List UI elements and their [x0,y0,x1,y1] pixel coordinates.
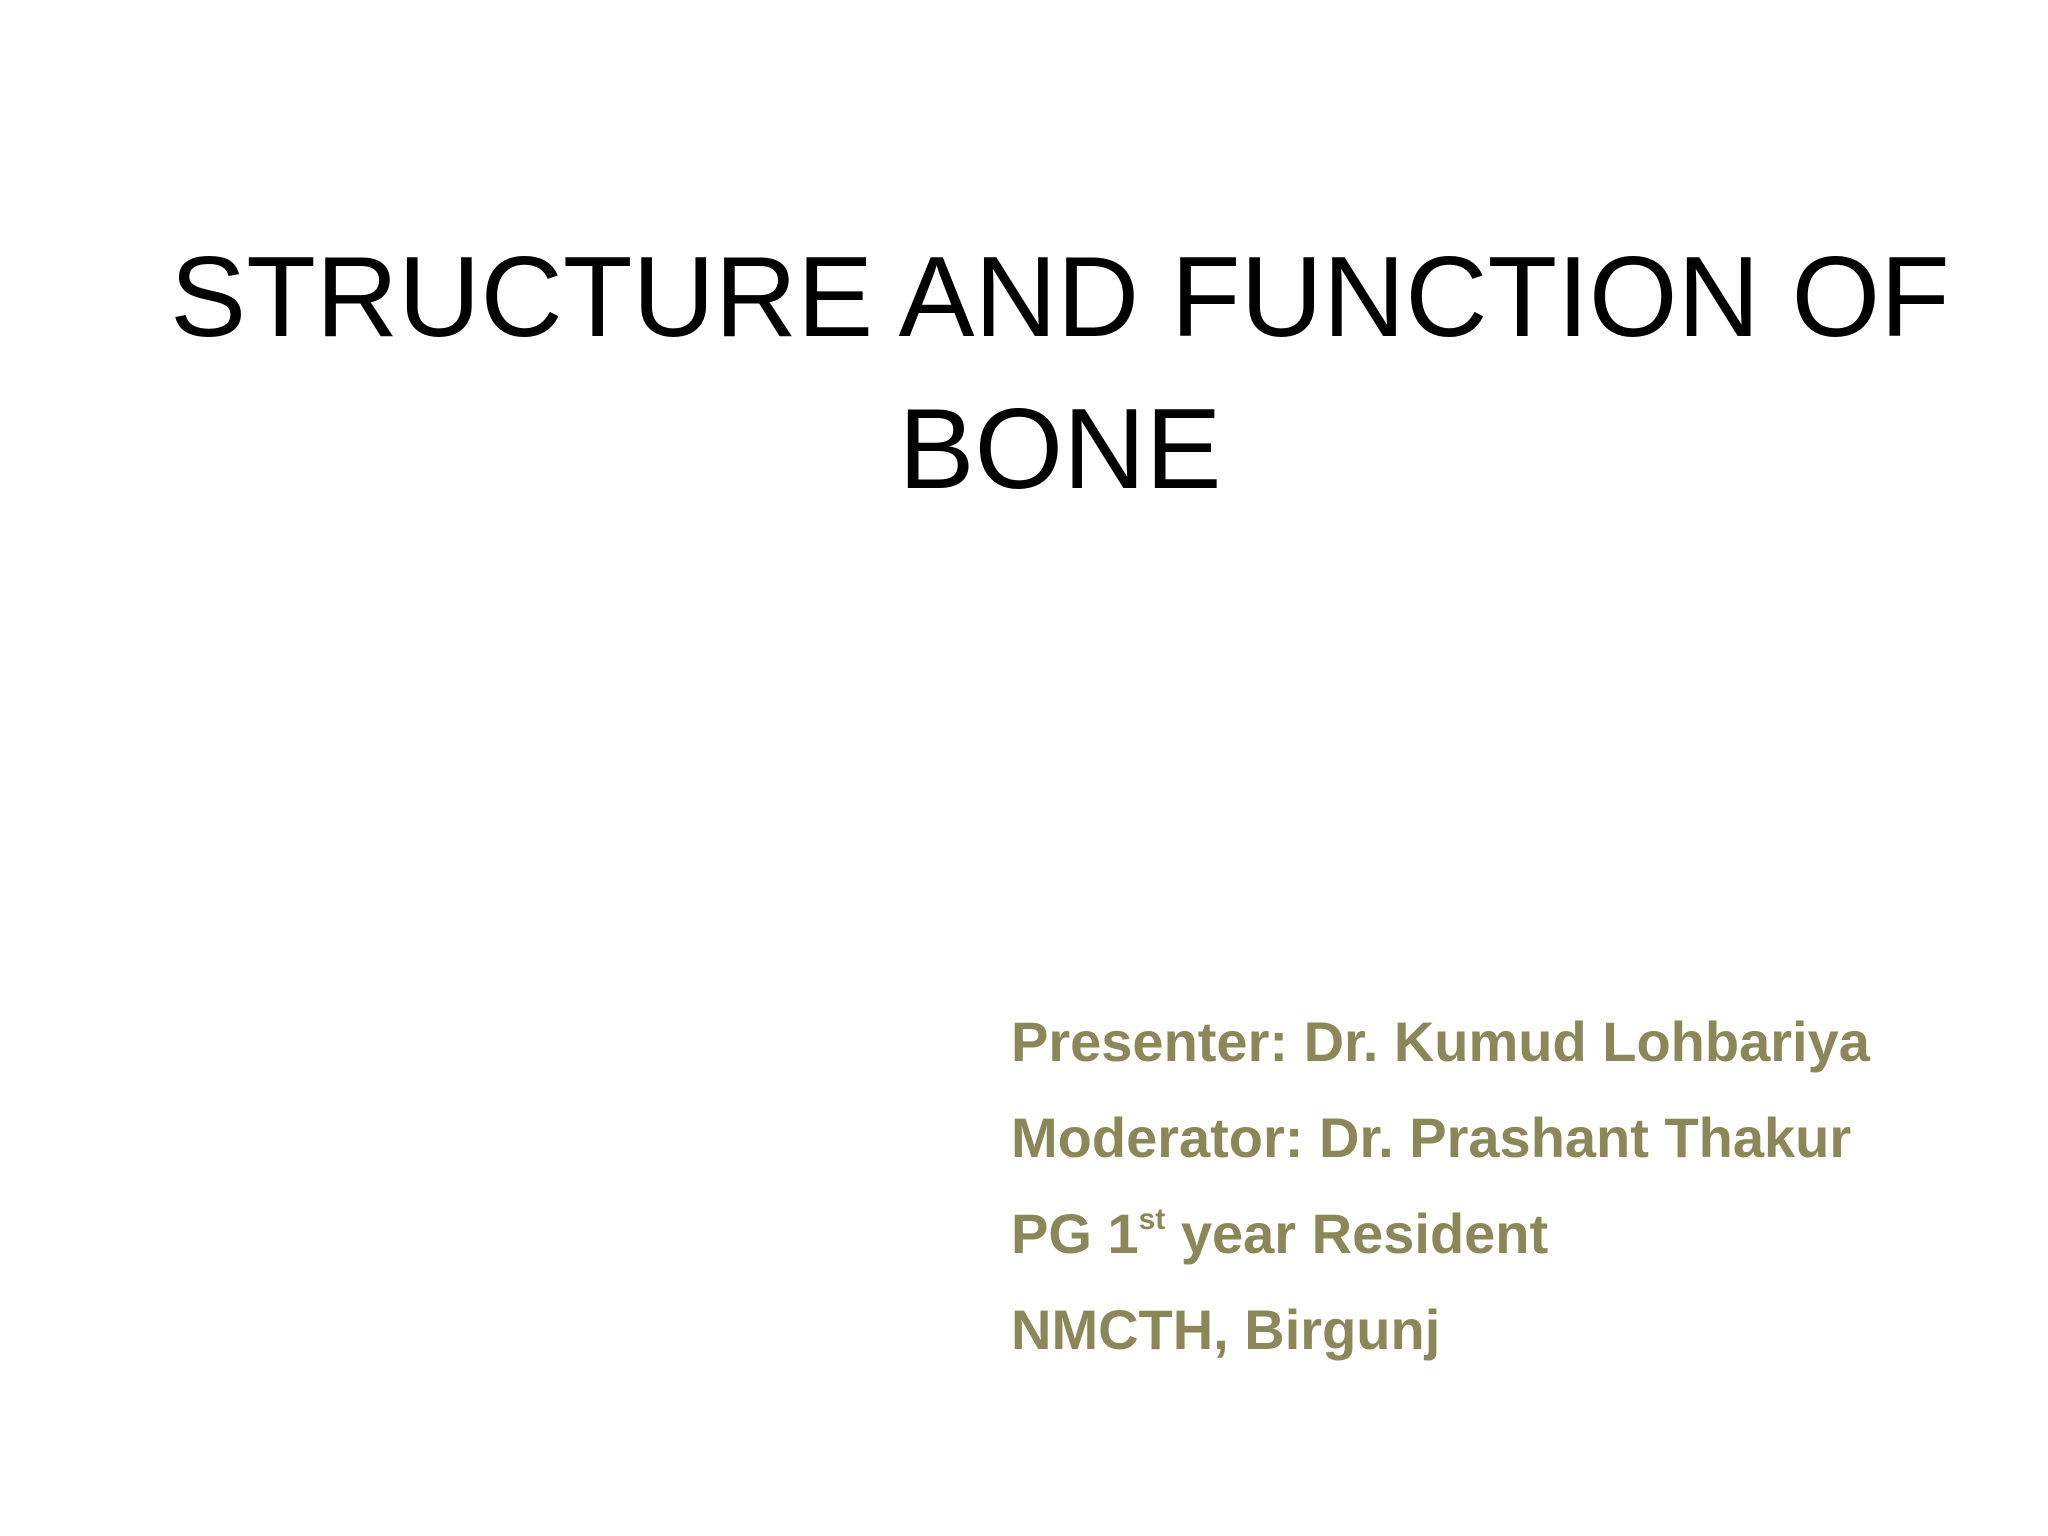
slide-title [160,222,1960,526]
moderator-line: Moderator: Dr. Prashant Thakur [1011,1106,1852,1169]
presenter-line: Presenter: Dr. Kumud Lohbariya [1011,1010,1870,1073]
institution-line: NMCTH, Birgunj [1011,1298,1441,1361]
year-superscript: st [1138,1203,1166,1236]
title-line-1: STRUCTURE AND FUNCTION OF [170,234,1950,361]
year-line [1011,1186,2001,1282]
title-line-2: BONE [898,386,1222,513]
year-prefix: PG 1 [1011,1202,1139,1265]
year-suffix: year Resident [1165,1202,1549,1265]
presenter-info [1011,994,2001,1378]
